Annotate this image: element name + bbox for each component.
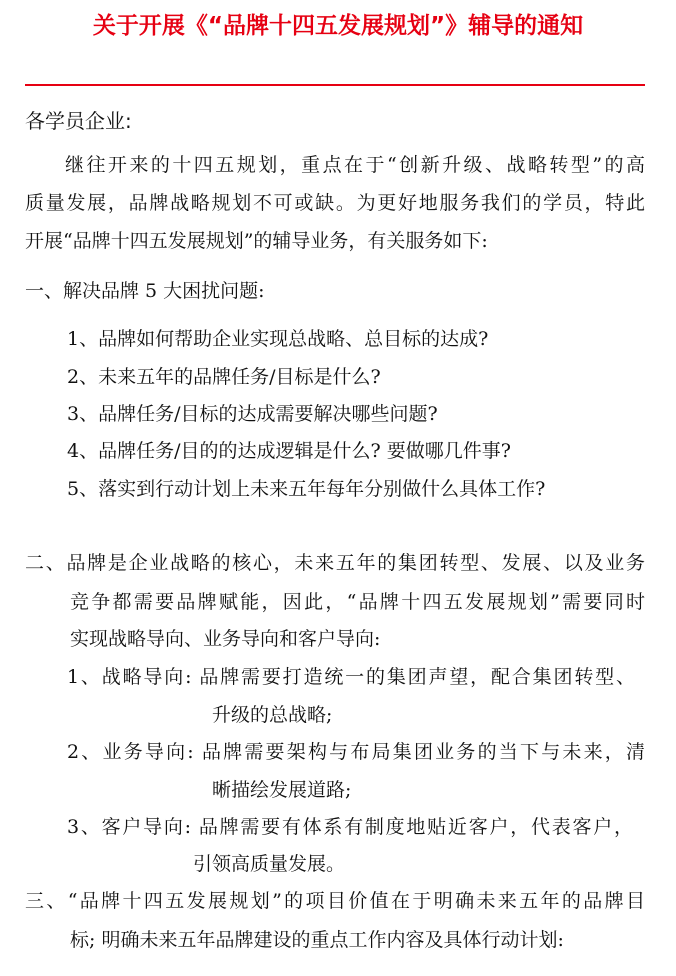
guidance-item-continuation: 升级的总战略; (212, 704, 333, 726)
guidance-item-continuation: 引领高质量发展。 (193, 853, 346, 875)
list-item: 4、品牌任务/目的的达成逻辑是什么? 要做哪几件事? (67, 440, 511, 462)
intro-line: 继往开来的十四五规划，重点在于“创新升级、战略转型”的高 (65, 154, 645, 176)
guidance-item-continuation: 晰描绘发展道路; (212, 779, 352, 801)
notice-title: 关于开展《“品牌十四五发展规划”》辅导的通知 (92, 13, 584, 39)
section2-line: 竞争都需要品牌赋能，因此，“品牌十四五发展规划”需要同时 (70, 591, 645, 613)
list-item: 2、未来五年的品牌任务/目标是什么? (67, 366, 381, 388)
section2-line: 二、品牌是企业战略的核心，未来五年的集团转型、发展、以及业务 (25, 552, 645, 574)
guidance-item: 1、战略导向: 品牌需要打造统一的集团声望，配合集团转型、 (67, 666, 635, 688)
intro-line: 质量发展，品牌战略规划不可或缺。为更好地服务我们的学员，特此 (25, 192, 645, 214)
title-divider (25, 84, 645, 86)
section1-heading: 一、解决品牌 5 大困扰问题: (25, 280, 265, 302)
section3-line: 三、“品牌十四五发展规划”的项目价值在于明确未来五年的品牌目 (25, 890, 645, 912)
list-item: 5、落实到行动计划上未来五年每年分别做什么具体工作? (67, 478, 546, 500)
intro-line: 开展“品牌十四五发展规划”的辅导业务，有关服务如下: (25, 230, 488, 252)
guidance-item: 3、客户导向: 品牌需要有体系有制度地贴近客户，代表客户， (67, 816, 633, 838)
greeting: 各学员企业: (25, 109, 132, 133)
guidance-item: 2、业务导向: 品牌需要架构与布局集团业务的当下与未来，清 (67, 741, 645, 763)
section2-line: 实现战略导向、业务导向和客户导向: (70, 628, 381, 650)
section3-line: 标; 明确未来五年品牌建设的重点工作内容及具体行动计划: (70, 929, 564, 951)
list-item: 1、品牌如何帮助企业实现总战略、总目标的达成? (67, 328, 489, 350)
list-item: 3、品牌任务/目标的达成需要解决哪些问题? (67, 403, 438, 425)
